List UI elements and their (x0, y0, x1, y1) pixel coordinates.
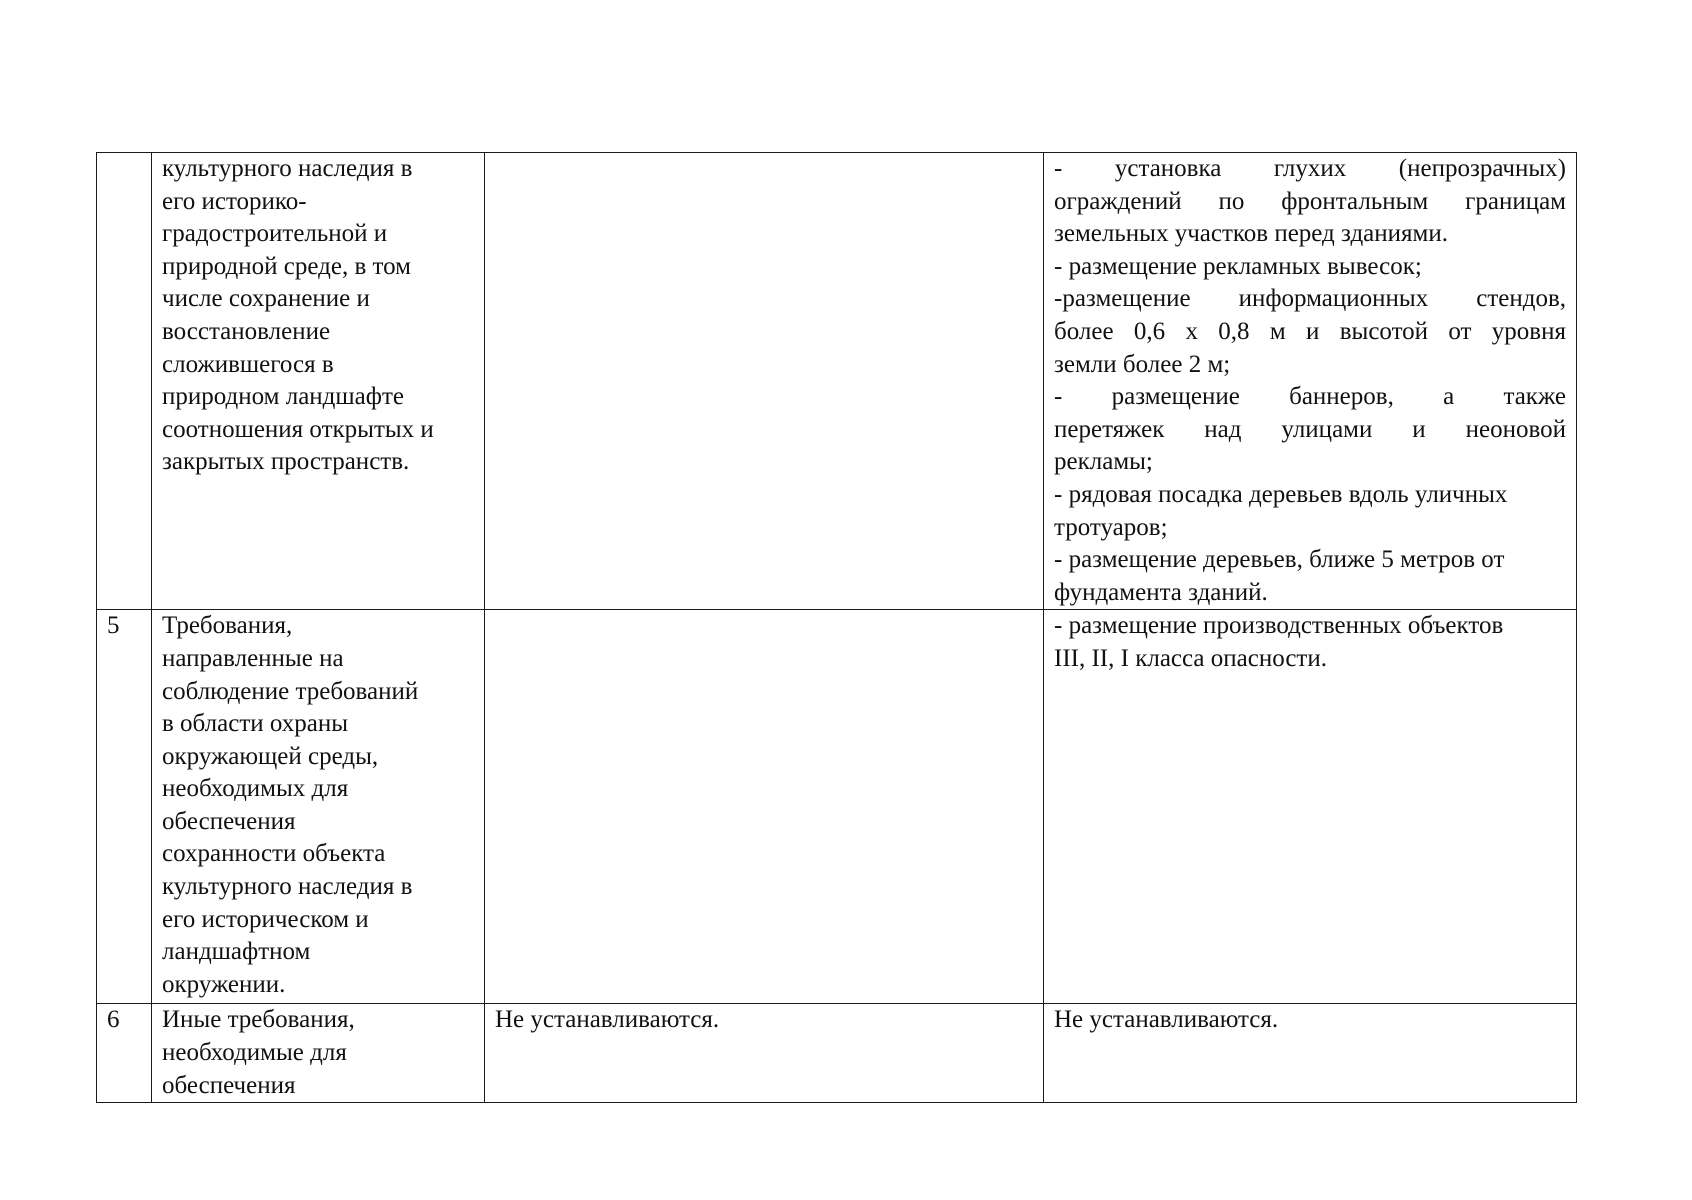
requirement-name-cell (152, 610, 485, 1004)
text-line: Иные требования, (162, 1006, 355, 1034)
text-line: необходимых для (162, 775, 349, 803)
allowed-cell (485, 610, 1044, 1004)
table-row (97, 1004, 1577, 1103)
text-line: ограждений по фронтальным границам (1054, 187, 1566, 215)
text-line: закрытых пространств. (162, 448, 410, 476)
text-line: более 0,6 х 0,8 м и высотой от уровня (1054, 317, 1566, 345)
text-line: - размещение рекламных вывесок; (1054, 252, 1422, 280)
prohibited-cell (1044, 1004, 1577, 1103)
prohibited-cell (1044, 153, 1577, 610)
allowed-cell (485, 153, 1044, 610)
text-line: окружающей среды, (162, 742, 379, 770)
text-line: числе сохранение и (162, 285, 370, 313)
text-line: тротуаров; (1054, 513, 1168, 541)
text-line: - размещение производственных объектов (1054, 612, 1504, 640)
row-number-cell: 6 (97, 1004, 152, 1103)
text-line: культурного наследия в (162, 873, 413, 901)
text-line: рекламы; (1054, 448, 1153, 476)
text-line: Не устанавливаются. (1054, 1006, 1279, 1034)
text-line: -размещение информационных стендов, (1054, 285, 1566, 313)
text-line: его историческом и (162, 905, 369, 933)
text-line: Требования, (162, 612, 293, 640)
text-line: его историко- (162, 187, 307, 215)
text-line: - рядовая посадка деревьев вдоль уличных (1054, 480, 1508, 508)
text-line: - размещение баннеров, а также (1054, 383, 1566, 411)
text-line: - размещение деревьев, ближе 5 метров от (1054, 546, 1505, 574)
text-line: восстановление (162, 317, 331, 345)
text-line: - установка глухих (непрозрачных) (1054, 155, 1566, 182)
text-line: фундамента зданий. (1054, 578, 1268, 606)
text-line: градостроительной и (162, 220, 388, 248)
allowed-cell: Не устанавливаются. (485, 1004, 1044, 1103)
requirement-name-cell (152, 1004, 485, 1103)
text-line: окружении. (162, 970, 286, 998)
table-row (97, 610, 1577, 1004)
text-line: направленные на (162, 644, 344, 672)
text-line: ландшафтном (162, 938, 311, 966)
text-line: обеспечения (162, 1071, 296, 1099)
text-line: III, II, I класса опасности. (1054, 644, 1327, 672)
row-number-cell: 5 (97, 610, 152, 1004)
text-line: обеспечения (162, 807, 296, 835)
requirement-name-cell (152, 153, 485, 610)
text-line: сложившегося в (162, 350, 334, 378)
text-line: перетяжек над улицами и неоновой (1054, 415, 1566, 443)
row-number-cell (97, 153, 152, 610)
table-row (97, 153, 1577, 610)
text-line: в области охраны (162, 710, 349, 738)
text-line: сохранности объекта (162, 840, 386, 868)
text-line: природном ландшафте (162, 383, 404, 411)
text-line: соотношения открытых и (162, 415, 434, 443)
text-line: необходимые для (162, 1038, 347, 1066)
text-line: природной среде, в том (162, 252, 411, 280)
text-line: культурного наследия в (162, 155, 413, 182)
requirements-table (96, 152, 1577, 1103)
text-line: земельных участков перед зданиями. (1054, 220, 1448, 248)
text-line: соблюдение требований (162, 677, 419, 705)
text-line: земли более 2 м; (1054, 350, 1231, 378)
prohibited-cell (1044, 610, 1577, 1004)
